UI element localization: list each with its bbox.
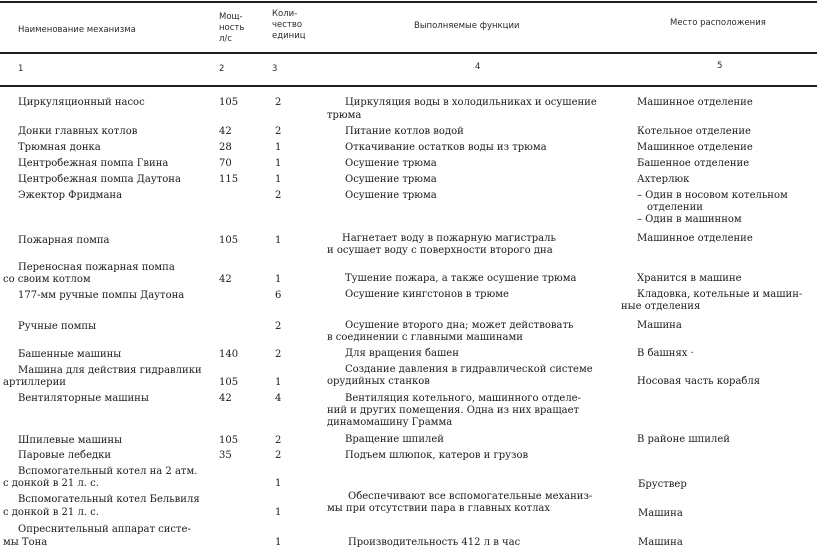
cell-location: Бруствер xyxy=(638,479,687,490)
header-location: Место расположения xyxy=(670,18,766,28)
cell-count: 1 xyxy=(275,174,282,185)
cell-count: 2 xyxy=(275,126,282,137)
cell-name: Вентиляторные машины xyxy=(18,393,149,404)
cell-count: 2 xyxy=(275,321,282,332)
cell-name: Вспомогательный котел Бельвиля xyxy=(18,494,200,505)
cell-name: Трюмная донка xyxy=(18,142,101,153)
cell-function: Нагнетает воду в пожарную магистраль xyxy=(342,233,556,244)
cell-name: Центробежная помпа Гвина xyxy=(18,158,169,169)
cell-name: с донкой в 21 л. с. xyxy=(3,478,99,489)
cell-name: 177-мм ручные помпы Даутона xyxy=(18,290,185,301)
cell-function: Осушение трюма xyxy=(345,190,437,201)
cell-location: Ахтерлюк xyxy=(637,174,690,185)
colnum-1: 1 xyxy=(18,64,24,74)
cell-location: – Один в носовом котельном xyxy=(637,190,788,201)
table-top-border xyxy=(0,1,817,3)
cell-name: мы Тона xyxy=(3,537,48,548)
cell-location: В районе шпилей xyxy=(637,434,730,445)
cell-location: Машина xyxy=(637,320,682,331)
cell-function: Тушение пожара, а также осушение трюма xyxy=(345,273,577,284)
cell-count: 2 xyxy=(275,450,282,461)
cell-name: артиллерии xyxy=(3,377,66,388)
cell-name: Башенные машины xyxy=(18,349,122,360)
cell-count: 1 xyxy=(275,507,282,518)
cell-power: 105 xyxy=(219,435,239,446)
cell-count: 4 xyxy=(275,393,282,404)
cell-function: Производительность 412 л в час xyxy=(348,537,521,548)
cell-function: Циркуляция воды в холодильниках и осушение xyxy=(345,97,597,108)
header-power-2: ность xyxy=(219,23,245,33)
header-count-3: единиц xyxy=(272,31,306,41)
cell-count: 1 xyxy=(275,235,282,246)
cell-function: в соединении с главными машинами xyxy=(327,332,523,343)
cell-name: Циркуляционный насос xyxy=(18,97,145,108)
cell-location: Машинное отделение xyxy=(637,97,753,108)
header-count-1: Коли- xyxy=(272,9,298,19)
cell-location: – Один в машинном xyxy=(637,214,742,225)
header-name: Наименование механизма xyxy=(18,25,136,35)
cell-name: Переносная пожарная помпа xyxy=(18,262,175,273)
cell-function: Вентиляция котельного, машинного отделе- xyxy=(345,393,581,404)
cell-location: ные отделения xyxy=(621,301,701,312)
cell-function: и осушает воду с поверхности второго дна xyxy=(327,245,553,256)
cell-location: Кладовка, котельные и машин- xyxy=(637,289,803,300)
cell-power: 105 xyxy=(219,377,239,388)
cell-location: отделении xyxy=(647,202,703,213)
cell-function: Подъем шлюпок, катеров и грузов xyxy=(345,450,529,461)
cell-count: 1 xyxy=(275,377,282,388)
cell-function: Обеспечивают все вспомогательные механиз- xyxy=(348,491,593,502)
cell-count: 2 xyxy=(275,435,282,446)
cell-function: Для вращения башен xyxy=(345,348,459,359)
colnum-2: 2 xyxy=(219,64,225,74)
cell-function: Создание давления в гидравлической системе xyxy=(345,364,593,375)
cell-name: Опреснительный аппарат систе- xyxy=(18,524,191,535)
cell-function: трюма xyxy=(327,110,362,121)
header-power-3: л/с xyxy=(219,34,232,44)
header-count-2: чество xyxy=(272,20,303,30)
cell-location: Котельное отделение xyxy=(637,126,751,137)
cell-power: 42 xyxy=(219,274,232,285)
cell-function: ний и других помещения. Одна из них вращает xyxy=(327,405,580,416)
cell-function: Откачивание остатков воды из трюма xyxy=(345,142,547,153)
cell-name: Ручные помпы xyxy=(18,321,97,332)
cell-count: 2 xyxy=(275,190,282,201)
header-function: Выполняемые функции xyxy=(414,21,520,31)
header-separator xyxy=(0,52,817,54)
header-power-1: Мощ- xyxy=(219,12,243,22)
cell-location: Носовая часть корабля xyxy=(637,376,761,387)
cell-count: 1 xyxy=(275,537,282,548)
cell-location: Машина xyxy=(638,537,683,548)
cell-location: Башенное отделение xyxy=(637,158,750,169)
cell-count: 1 xyxy=(275,274,282,285)
cell-function: Вращение шпилей xyxy=(345,434,444,445)
cell-location: В башнях · xyxy=(637,348,694,359)
cell-count: 2 xyxy=(275,349,282,360)
cell-name: Машина для действия гидравлики xyxy=(18,365,202,376)
cell-name: Донки главных котлов xyxy=(18,126,138,137)
cell-power: 42 xyxy=(219,393,232,404)
cell-name: с донкой в 21 л. с. xyxy=(3,507,99,518)
cell-name: Вспомогательный котел на 2 атм. xyxy=(18,466,198,477)
cell-location: Хранится в машине xyxy=(637,273,742,284)
cell-function: Осушение второго дна; может действовать xyxy=(345,320,574,331)
cell-count: 1 xyxy=(275,478,282,489)
cell-function: Осушение трюма xyxy=(345,174,437,185)
cell-name: со своим котлом xyxy=(3,274,91,285)
colnum-4: 4 xyxy=(475,62,481,72)
cell-count: 6 xyxy=(275,290,282,301)
colnum-5: 5 xyxy=(717,61,723,71)
cell-function: орудийных станков xyxy=(327,376,430,387)
cell-count: 1 xyxy=(275,142,282,153)
cell-function: Питание котлов водой xyxy=(345,126,464,137)
colnum-3: 3 xyxy=(272,64,278,74)
cell-count: 2 xyxy=(275,97,282,108)
cell-location: Машина xyxy=(638,508,683,519)
cell-power: 35 xyxy=(219,450,232,461)
cell-function: мы при отсутствии пара в главных котлах xyxy=(327,503,551,514)
cell-power: 105 xyxy=(219,97,239,108)
cell-power: 105 xyxy=(219,235,239,246)
cell-location: Машинное отделение xyxy=(637,233,753,244)
cell-power: 140 xyxy=(219,349,239,360)
cell-location: Машинное отделение xyxy=(637,142,753,153)
cell-name: Шпилевые машины xyxy=(18,435,123,446)
cell-count: 1 xyxy=(275,158,282,169)
cell-function: Осушение кингстонов в трюме xyxy=(345,289,509,300)
cell-name: Пожарная помпа xyxy=(18,235,110,246)
cell-name: Паровые лебедки xyxy=(18,450,112,461)
column-numbers-separator xyxy=(0,85,817,87)
cell-power: 28 xyxy=(219,142,232,153)
cell-name: Эжектор Фридмана xyxy=(18,190,123,201)
cell-function: Осушение трюма xyxy=(345,158,437,169)
cell-name: Центробежная помпа Даутона xyxy=(18,174,181,185)
cell-power: 115 xyxy=(219,174,239,185)
cell-power: 42 xyxy=(219,126,232,137)
cell-power: 70 xyxy=(219,158,232,169)
cell-function: динамомашину Грамма xyxy=(327,417,453,428)
